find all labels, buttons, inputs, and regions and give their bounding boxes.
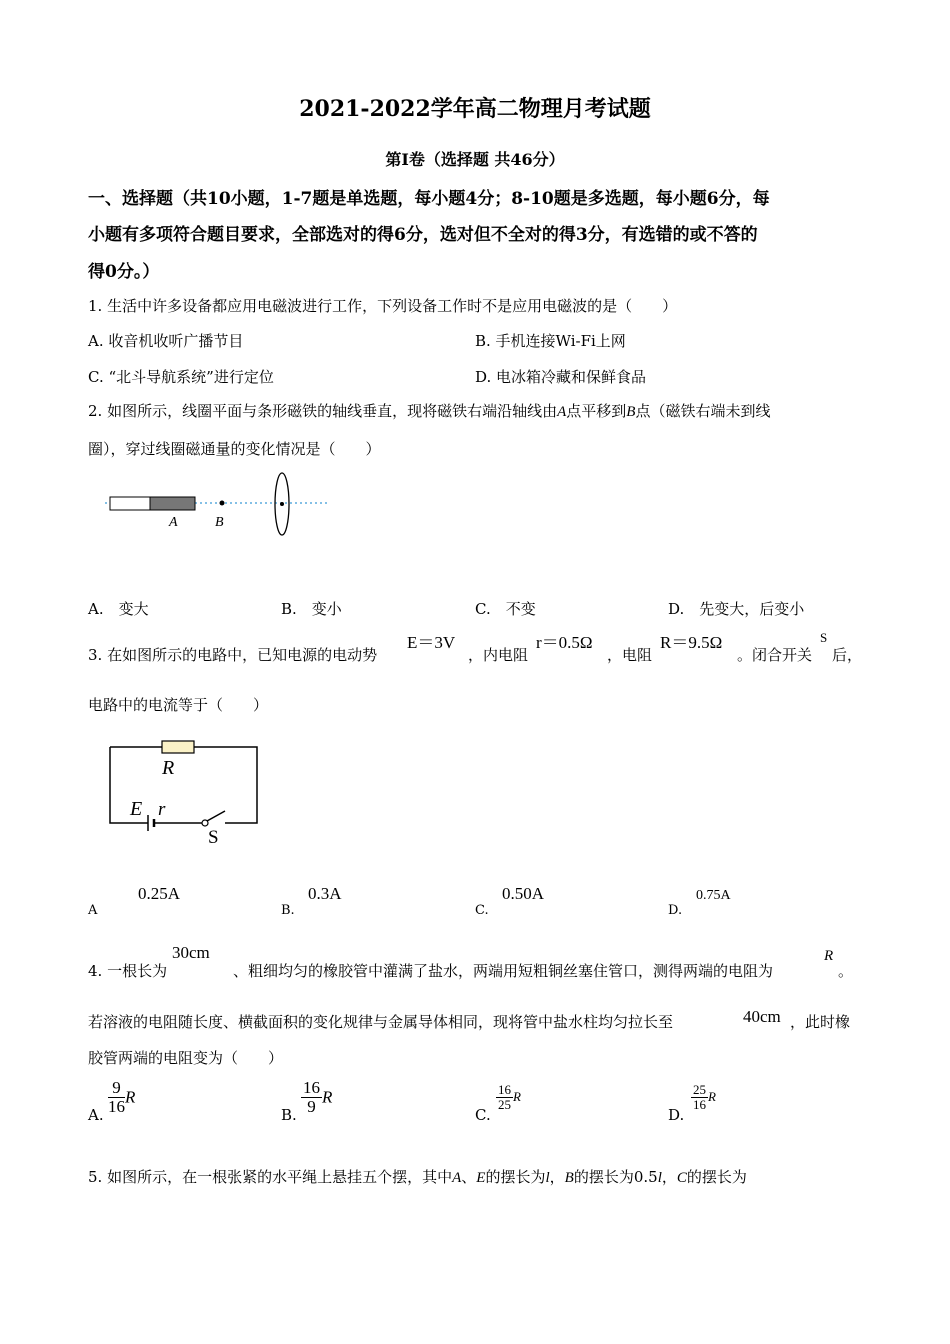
q1-option-d: D. 电冰箱冷藏和保鲜食品 [475,368,647,386]
q4-option-d-label: D. [668,1106,685,1124]
fig-label-a: A [169,515,178,530]
q3-stem-line2: 电路中的电流等于（ ） [88,696,269,714]
q3-option-a-label: A [88,903,98,918]
resistor [162,741,194,753]
q3-stem-b: ，内电阻 [468,646,529,664]
q3-stem-c: ，电阻 [607,646,653,664]
q3-option-d-value: 0.75A [696,888,731,903]
magnet-right-half [150,497,195,510]
q4-resistance-r: R [824,948,834,964]
q4-stem-line2a: 若溶液的电阻随长度、横截面积的变化规律与金属导体相同，现将管中盐水柱均匀拉长至 [88,1013,674,1031]
q3-stem-e: 后， [832,646,863,664]
q3-stem-a: 3. 在如图所示的电路中，已知电源的电动势 [88,646,378,664]
q4-stem-c: 。 [838,962,854,980]
q2-option-c: C. 不变 [475,600,536,618]
q3-circuit-figure [100,735,270,850]
circuit-label-r-small: r [158,799,166,820]
q2-point-a: A [557,404,567,420]
fig-label-b: B [215,515,224,530]
section-subtitle: 第Ⅰ卷（选择题 共46分） [385,150,565,169]
q2-point-b: B [626,404,636,420]
q5-stem: 5. 如图所示，在一根张紧的水平绳上悬挂五个摆，其中A、E的摆长为l，B的摆长为0.5l，C的摆长为 [88,1168,747,1186]
q3-option-c-label: C. [475,903,489,918]
q3-resistance: R＝9.5Ω [660,633,723,652]
switch-lever [207,811,225,821]
q4-option-c-value: $\frac{16}{25}$ R [498,1082,521,1112]
q4-option-b-value: $\frac{16}{9}$ R [303,1078,333,1116]
q3-option-b-value: 0.3A [308,884,342,903]
q4-stem-line2b: ，此时橡 [790,1013,851,1031]
circuit-label-s: S [208,827,219,848]
q4-option-c-label: C. [475,1106,491,1124]
magnet-left-half [110,497,150,510]
q4-option-a-label: A. [88,1106,104,1124]
q4-length-30cm: 30cm [172,943,210,962]
q4-stem-a: 4. 一根长为 [88,962,168,980]
q3-stem-d: 。闭合开关 [737,646,813,664]
q4-stem-line3: 胶管两端的电阻变为（ ） [88,1049,284,1067]
q2-option-d: D. 先变大，后变小 [668,600,805,618]
q3-option-d-label: D. [668,903,683,918]
q3-option-c-value: 0.50A [502,884,545,903]
q3-switch-symbol: S [820,630,828,645]
q3-option-b-label: B. [281,903,295,918]
q4-stem-b: 、粗细均匀的橡胶管中灌满了盐水，两端用短粗铜丝塞住管口，测得两端的电阻为 [233,962,774,980]
q3-option-a-value: 0.25A [138,884,181,903]
section-instruction-line1: 一、选择题（共10小题，1-7题是单选题，每小题4分；8-10题是多选题，每小题6分，每 [88,189,770,209]
q1-option-a: A. 收音机收听广播节目 [88,332,244,350]
q1-option-b: B. 手机连接Wi-Fi上网 [475,332,626,350]
q3-emf: E＝3V [407,633,456,652]
q4-option-a-value: $\frac{9}{16}$ R [108,1078,136,1116]
point-b-marker [220,501,225,506]
wire-right [194,747,257,823]
q2-option-a: A. 变大 [88,600,149,618]
coil-center [280,502,284,506]
q2-option-b: B. 变小 [281,600,342,618]
circuit-label-r-big: R [162,757,175,779]
section-instruction-line3: 得0分。） [88,262,160,282]
q2-stem-line2: 圈），穿过线圈磁通量的变化情况是（ ） [88,440,381,458]
page-title: 2021-2022学年高二物理月考试题 [299,96,651,122]
q3-internal-resistance: r＝0.5Ω [536,633,593,652]
q2-magnet-coil-figure [100,468,340,543]
q4-option-b-label: B. [281,1106,297,1124]
q4-option-d-value: $\frac{25}{16}$ R [693,1082,716,1112]
section-instruction-line2: 小题有多项符合题目要求，全部选对的得6分，选对但不全对的得3分，有选错的或不答的 [88,225,758,245]
q4-length-40cm: 40cm [743,1007,781,1026]
q1-stem: 1. 生活中许多设备都应用电磁波进行工作，下列设备工作时不是应用电磁波的是（ ） [88,297,678,315]
circuit-label-e: E [130,798,143,820]
wire-left [110,747,148,823]
q1-option-c: C. “北斗导航系统”进行定位 [88,368,274,386]
q2-stem-line1: 2. 如图所示，线圈平面与条形磁铁的轴线垂直，现将磁铁右端沿轴线由A点平移到B点（磁铁右端未到线 [88,402,771,420]
